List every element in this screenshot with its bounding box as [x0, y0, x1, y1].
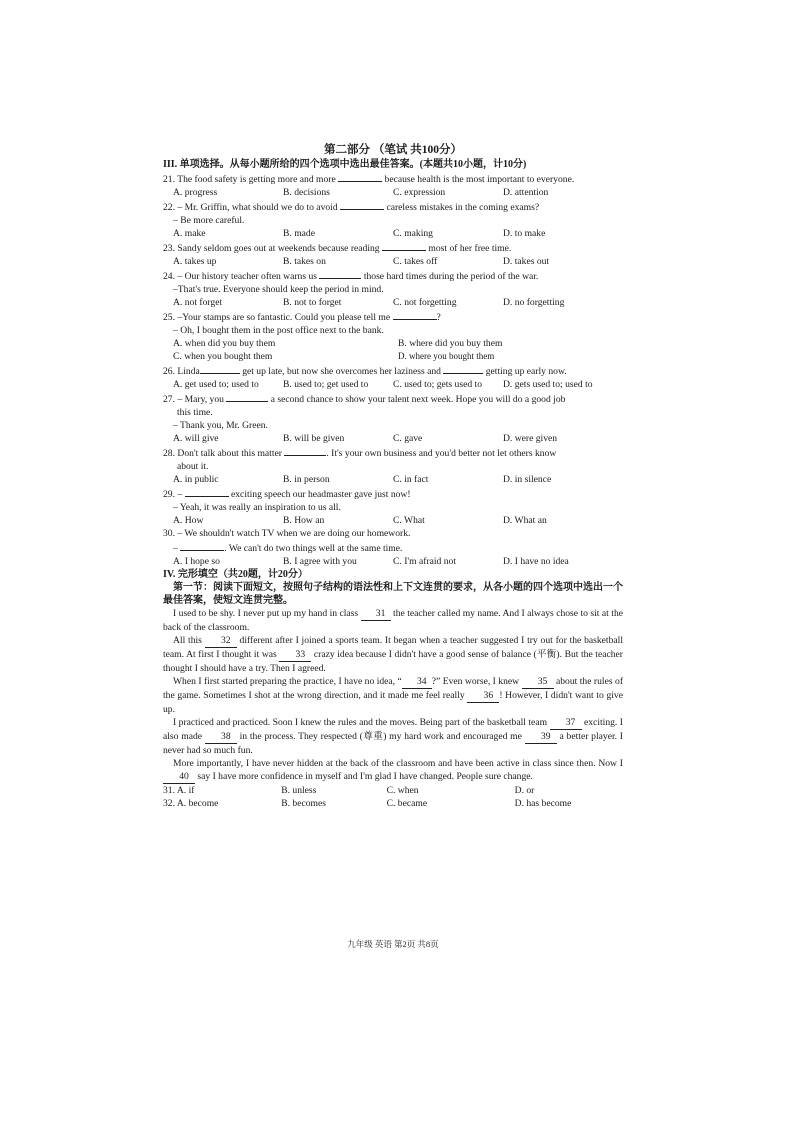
option-d: D. has become	[514, 798, 572, 809]
option-b: B. not to forget	[283, 297, 342, 308]
option-a: 32. A. become	[163, 798, 219, 809]
option-d: D. I have no idea	[503, 556, 569, 567]
option-a: A. I hope so	[173, 556, 220, 567]
option-a: A. when did you buy them	[173, 338, 276, 349]
cloze-blank-36: 36	[467, 689, 499, 703]
options-29	[163, 514, 623, 527]
option-d: D. where you bought them	[398, 351, 495, 361]
answer-blank	[382, 240, 426, 251]
options-26	[163, 378, 623, 391]
options-25b	[163, 350, 623, 363]
cloze-paragraph-1: I used to be shy. I never put up my hand in class 31 the teacher called my name. And I always chose to sit at the back of the classroom.	[163, 608, 623, 633]
option-d: D. in silence	[503, 474, 552, 485]
option-a: A. progress	[173, 187, 218, 198]
option-a: A. in public	[173, 474, 219, 485]
question-25: 25. –Your stamps are so fantastic. Could you please tell me ? – Oh, I bought them in the post office next to the bank. A. when did you buy them B. where did you buy them C. when you bought them D. where you bought them	[163, 309, 623, 363]
option-a: A. will give	[173, 433, 219, 444]
option-d: D. takes out	[503, 256, 550, 267]
options-30	[163, 555, 623, 568]
option-d: D. or	[514, 785, 535, 796]
dialogue-reply: – Yeah, it was really an inspiration to us all.	[173, 502, 341, 513]
option-c: C. I'm afraid not	[393, 556, 457, 567]
cloze-blank-35: 35	[522, 675, 554, 689]
option-b: B. becomes	[281, 798, 326, 809]
option-c: C. used to; gets used to	[393, 379, 483, 390]
option-c: C. not forgetting	[393, 297, 457, 308]
dialogue-reply: –That's true. Everyone should keep the period in mind.	[173, 284, 384, 295]
cloze-blank-37: 37	[550, 716, 582, 730]
section-4-instructions: 第一节：阅读下面短文，按照句子结构的语法性和上下文连贯的要求，从各小题的四个选项中选出一个最佳答案，使短文连贯完整。	[163, 582, 623, 606]
option-c: C. in fact	[393, 474, 429, 485]
question-23: 23. Sandy seldom goes out at weekends because reading most of her free time. A. takes up B. takes on C. takes off D. takes out	[163, 240, 623, 268]
cloze-blank-31: 31	[361, 607, 391, 621]
answer-blank	[180, 540, 224, 551]
options-31	[163, 784, 623, 797]
option-b: B. where did you buy them	[398, 338, 503, 349]
answer-blank	[185, 486, 229, 497]
question-22: 22. – Mr. Griffin, what should we do to avoid careless mistakes in the coming exams? – Be more careful. A. make B. made C. making D. to make	[163, 199, 623, 240]
option-a: A. takes up	[173, 256, 217, 267]
section-3-heading: III. 单项选择。从每小题所给的四个选项中选出最佳答案。(本题共10小题，计10分)	[163, 159, 527, 170]
cloze-paragraph-4: I practiced and practiced. Soon I knew the rules and the moves. Being part of the basketball team 37 exciting. I also made 38 in the process. They respected (尊重) my hard work and encouraged me 39 a better player. I never had so much fun.	[163, 717, 624, 756]
option-c: C. when you bought them	[173, 351, 273, 362]
answer-blank	[319, 268, 361, 279]
question-29: 29. – exciting speech our headmaster gave just now! – Yeah, it was really an inspiration to us all. A. How B. How an C. What D. What an	[163, 486, 623, 527]
page-footer: 九年级 英语 第2页 共8页	[347, 939, 439, 949]
options-28	[163, 473, 623, 486]
question-21: 21. The food safety is getting more and more because health is the most important to everyone. A. progress B. decisions C. expression D. attention	[163, 171, 623, 199]
options-21	[163, 186, 623, 199]
option-d: D. What an	[503, 515, 547, 526]
cloze-blank-39: 39	[525, 730, 557, 744]
option-b: B. unless	[281, 785, 317, 796]
option-c: C. when	[386, 785, 419, 796]
option-d: D. attention	[503, 187, 549, 198]
cloze-paragraph-3: When I first started preparing the practice, I have no idea, “ 34 ?” Even worse, I knew 35 about the rules of the game. Sometimes I shot at the wrong direction, and it made me feel really 36 ! However, I didn't want to give up.	[163, 676, 624, 715]
question-28: 28. Don't talk about this matter . It's your own business and you'd better not let others know about it. A. in public B. in person C. in fact D. in silence	[163, 445, 623, 486]
question-26: 26. Linda get up late, but now she overcomes her laziness and getting up early now. A. get used to; used to B. used to; get used to C. used to; gets used to D. gets used to; used to	[163, 363, 623, 391]
answer-blank	[393, 309, 437, 320]
option-c: C. takes off	[393, 256, 438, 267]
option-d: D. to make	[503, 228, 546, 239]
question-24: 24. – Our history teacher often warns us those hard times during the period of the war. –That's true. Everyone should keep the period in mind. A. not forget B. not to forget C. not forgetting D. no forgetting	[163, 268, 623, 309]
options-25a	[163, 337, 623, 350]
section-4-heading: IV. 完形填空（共20题，计20分）	[163, 569, 308, 580]
answer-blank	[200, 363, 240, 374]
cloze-paragraph-2: All this 32 different after I joined a sports team. It began when a teacher suggested I try out for the basketball team. At first I thought it was 33 crazy idea because I didn't have a good sense of balance (平衡). But the teacher thought I should have a try. Then I agreed.	[163, 635, 624, 674]
dialogue-reply: – Oh, I bought them in the post office next to the bank.	[173, 325, 384, 336]
cloze-blank-40: 40	[163, 770, 195, 784]
option-c: C. making	[393, 228, 433, 239]
exam-page	[163, 142, 624, 949]
option-b: B. used to; get used to	[283, 379, 369, 390]
dialogue-reply: – Be more careful.	[173, 215, 245, 226]
option-a: 31. A. if	[163, 785, 195, 796]
dialogue-reply: – Thank you, Mr. Green.	[173, 420, 268, 431]
cloze-passage	[163, 607, 623, 784]
cloze-blank-38: 38	[205, 730, 237, 744]
answer-blank	[338, 171, 382, 182]
question-27: 27. – Mary, you a second chance to show your talent next week. Hope you will do a good job this time. – Thank you, Mr. Green. A. will give B. will be given C. gave D. were given	[163, 391, 623, 445]
option-c: C. gave	[393, 433, 423, 444]
option-a: A. not forget	[173, 297, 223, 308]
option-d: D. no forgetting	[503, 297, 565, 308]
cloze-paragraph-5: More importantly, I have never hidden at the back of the classroom and have been active in class since then. Now I 40 say I have more confidence in myself and I'm glad I have changed. People sure change.	[163, 757, 623, 784]
question-30: 30. – We shouldn't watch TV when we are doing our homework. – . We can't do two things well at the same time. A. I hope so B. I agree with you C. I'm afraid not D. I have no idea	[163, 527, 623, 568]
cloze-blank-34: 34	[402, 675, 432, 689]
option-d: D. gets used to; used to	[503, 379, 593, 390]
option-b: B. I agree with you	[283, 556, 357, 567]
options-27	[163, 432, 623, 445]
answer-blank	[340, 199, 384, 210]
options-24	[163, 296, 623, 309]
cloze-blank-32: 32	[205, 634, 237, 648]
option-b: B. How an	[283, 515, 325, 526]
option-b: B. in person	[283, 474, 330, 485]
answer-blank	[226, 391, 268, 402]
option-c: C. became	[386, 798, 428, 809]
answer-blank	[284, 445, 326, 456]
options-22	[163, 227, 623, 240]
cloze-blank-33: 33	[279, 648, 311, 662]
option-c: C. expression	[393, 187, 446, 198]
options-23	[163, 255, 623, 268]
page-title: 第二部分 （笔试 共100分）	[324, 144, 462, 156]
option-b: B. will be given	[283, 433, 345, 444]
option-d: D. were given	[503, 433, 558, 444]
option-c: C. What	[393, 515, 425, 526]
option-a: A. make	[173, 228, 206, 239]
option-a: A. How	[173, 515, 204, 526]
option-b: B. made	[283, 228, 315, 239]
options-32	[163, 797, 623, 810]
answer-blank	[443, 363, 483, 374]
option-b: B. takes on	[283, 256, 326, 267]
option-a: A. get used to; used to	[173, 379, 259, 390]
option-b: B. decisions	[283, 187, 330, 198]
